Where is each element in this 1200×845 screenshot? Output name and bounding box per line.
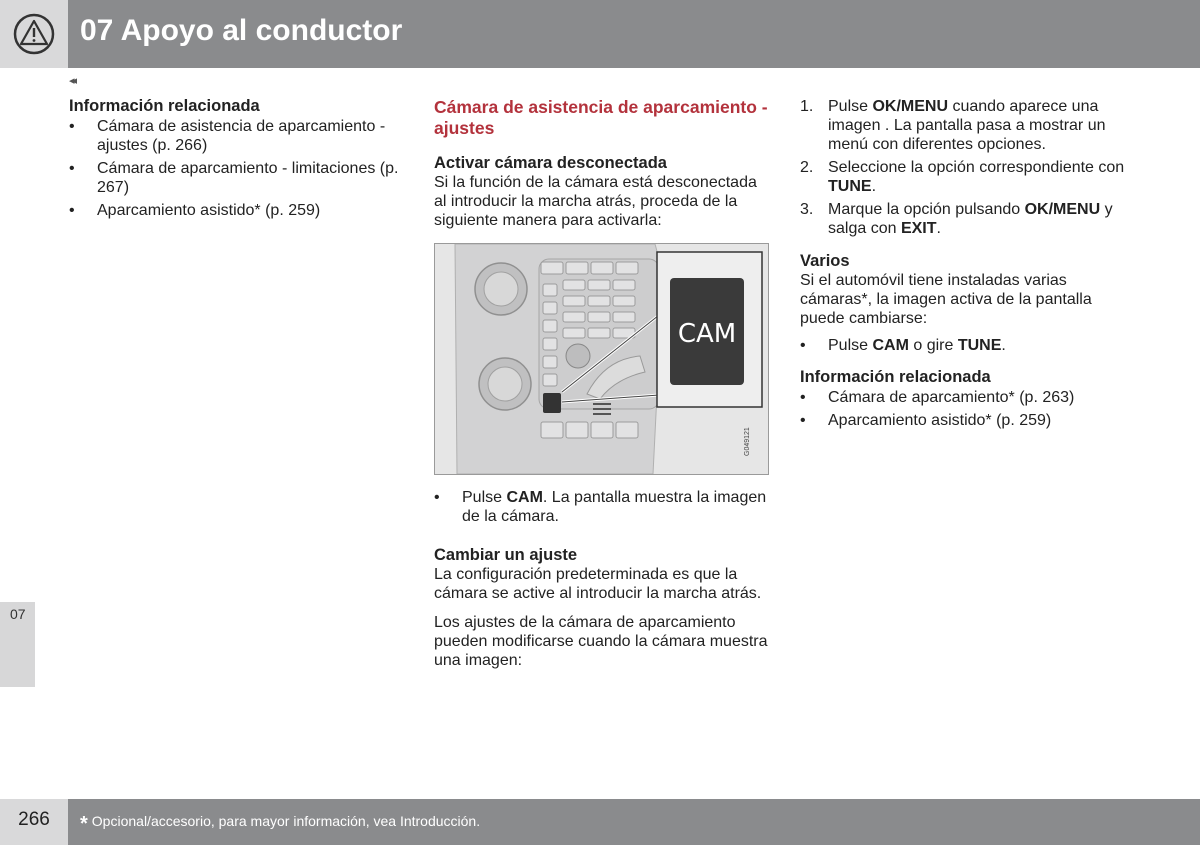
column-related-info <box>69 97 399 220</box>
chapter-side-tab <box>0 602 35 687</box>
change-setting-text-2: Los ajustes de la cámara de aparcamiento pueden modificarse cuando la cámara muestra una imagen: <box>434 614 768 669</box>
change-setting-heading: Cambiar un ajuste <box>434 546 578 564</box>
cam-label: CAM <box>677 319 737 349</box>
activate-camera-heading: Activar cámara desconectada <box>434 154 667 172</box>
list-item: • Cámara de asistencia de aparcamiento - ajustes (p. 266) <box>69 117 399 155</box>
column-camera-settings <box>434 97 770 230</box>
section-title: Cámara de asistencia de aparcamiento - ajustes <box>434 97 768 138</box>
varios-text: Si el automóvil tiene instaladas varias cámaras*, la imagen activa de la pantalla puede cambiarse: <box>800 272 1092 327</box>
varios-heading: Varios <box>800 252 850 270</box>
change-setting-text: La configuración predeterminada es que la cámara se active al introducir la marcha atrás. <box>434 566 762 602</box>
list-item: • Pulse CAM o gire TUNE. <box>800 336 1130 355</box>
chapter-header <box>0 0 1200 68</box>
footer-note: * Opcional/accesorio, para mayor información, vea Introducción. <box>80 813 481 835</box>
list-item: 3. Marque la opción pulsando OK/MENU y salga con EXIT. <box>800 201 1113 237</box>
warning-triangle-icon <box>13 13 55 55</box>
cam-button <box>543 393 561 413</box>
list-item: • Aparcamiento asistido* (p. 259) <box>69 201 399 220</box>
asterisk-mark: * <box>80 813 88 835</box>
related-info-heading: Información relacionada <box>800 368 991 386</box>
figure-code: G049121 <box>744 427 751 456</box>
cam-bullet: • Pulse CAM. La pantalla muestra la imagen de la cámara. <box>434 488 770 526</box>
list-item: 2. Seleccione la opción correspondiente con TUNE. <box>800 159 1125 195</box>
console-illustration <box>435 244 768 474</box>
column-steps <box>800 97 1130 430</box>
side-tab-label: 07 <box>10 606 26 622</box>
related-info-heading: Información relacionada <box>69 97 260 115</box>
activate-camera-text: Si la función de la cámara está desconectada al introducir la marcha atrás, proceda de la siguiente manera para activarla: <box>434 174 757 229</box>
footer-bar <box>68 799 1200 845</box>
chapter-title: 07 Apoyo al conductor <box>80 14 403 47</box>
previous-page-marker: ◂◂ <box>69 75 75 87</box>
list-item: • Aparcamiento asistido* (p. 259) <box>800 411 1130 430</box>
center-console-figure <box>434 243 769 475</box>
page-number-box <box>0 799 68 845</box>
column-camera-settings-cont <box>434 488 770 670</box>
page-number: 266 <box>18 809 50 830</box>
header-icon-box <box>0 0 68 68</box>
list-item: 1. Pulse OK/MENU cuando aparece una imagen . La pantalla pasa a mostrar un menú con diferentes opciones. <box>800 98 1106 153</box>
list-item: • Cámara de aparcamiento* (p. 263) <box>800 388 1130 407</box>
list-item: • Cámara de aparcamiento - limitaciones (p. 267) <box>69 159 399 197</box>
